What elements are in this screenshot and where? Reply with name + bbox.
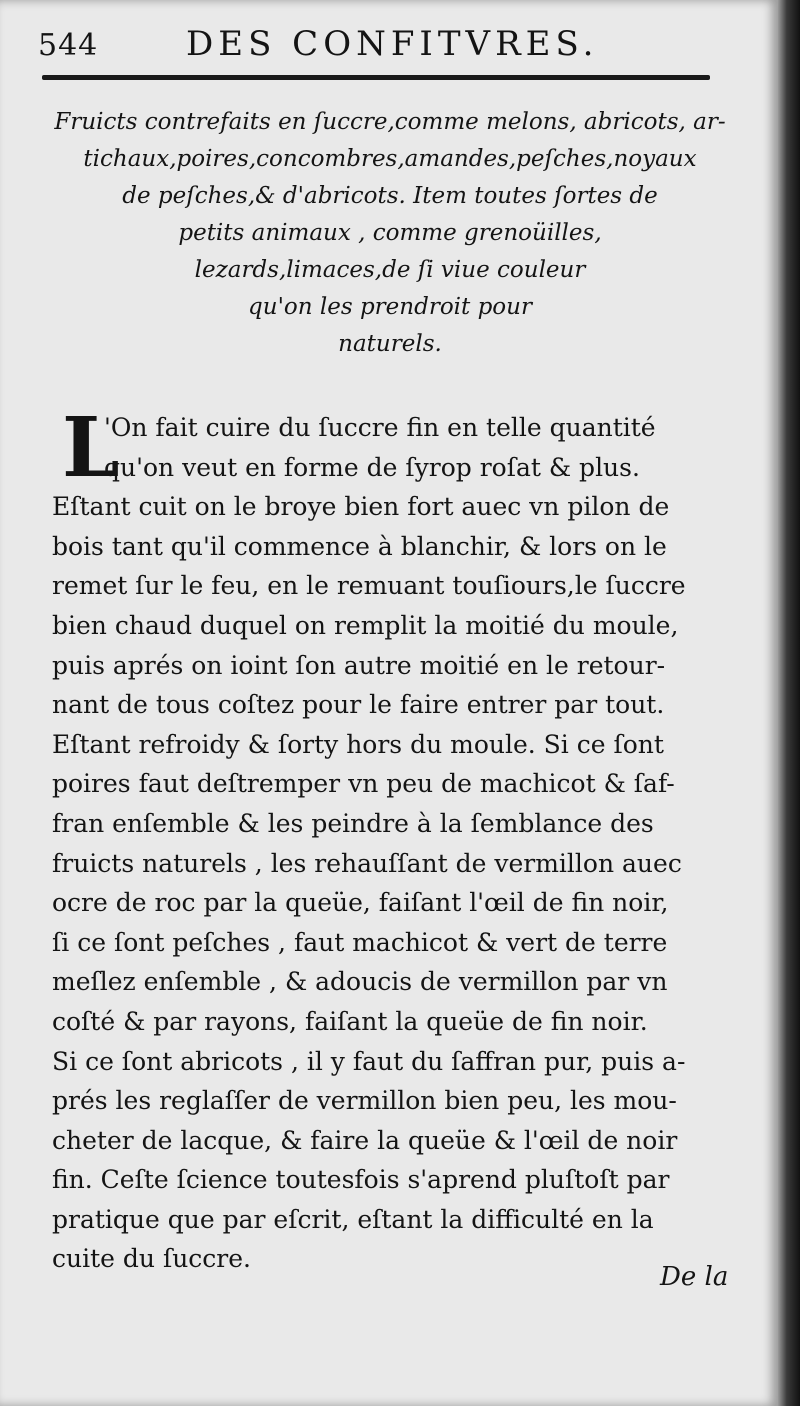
heading-line: Fruicts contrefaits en ſuccre,comme melons, abricots, ar- <box>54 109 726 135</box>
header-rule <box>42 75 710 80</box>
body-line: fin. Ceſte ſcience toutesfois s'aprend pluſtoſt par <box>52 1165 670 1195</box>
body-line: prés les reglaſſer de vermillon bien peu, les mou- <box>52 1086 677 1116</box>
body-text <box>52 400 742 1279</box>
drop-cap: L <box>62 400 120 496</box>
heading-line: lezards,limaces,de ſi viue couleur <box>194 257 586 283</box>
body-line: pratique que par eſcrit, eſtant la difficulté en la <box>52 1204 654 1234</box>
body-line: cuite du ſuccre. <box>52 1244 251 1274</box>
body-line: coſté & par rayons, faiſant la queüe de fin noir. <box>52 1006 648 1036</box>
heading-line: de peſches,& d'abricots. Item toutes ſortes de <box>122 183 658 209</box>
body-line: cheter de lacque, & faire la queüe & l'œil de noir <box>52 1125 678 1155</box>
heading-line: tichaux,poires,concombres,amandes,peſches,noyaux <box>83 146 697 172</box>
heading-line: naturels. <box>338 331 442 357</box>
body-line: ſi ce ſont peſches , faut machicot & vert de terre <box>52 927 668 957</box>
body-line: qu'on veut en forme de ſyrop roſat & plus. <box>104 452 640 482</box>
running-title: DES CONFITVRES. <box>186 24 599 64</box>
body-line: Eſtant cuit on le broye bien fort auec vn pilon de <box>52 492 670 522</box>
catchword: De la <box>660 1262 729 1292</box>
body-line: puis aprés on ioint ſon autre moitié en le retour- <box>52 650 666 680</box>
page-edge-shadow <box>778 0 800 1406</box>
body-line: fran enſemble & les peindre à la ſemblance des <box>52 808 654 838</box>
body-line: meſlez enſemble , & adoucis de vermillon par vn <box>52 967 668 997</box>
body-line: remet ſur le feu, en le remuant touſiours,le ſuccre <box>52 571 686 601</box>
heading-line: qu'on les prendroit pour <box>248 294 532 320</box>
body-line: bois tant qu'il commence à blanchir, & lors on le <box>52 531 667 561</box>
body-line: bien chaud duquel on remplit la moitié du moule, <box>52 610 679 640</box>
body-line: Eſtant refroidy & ſorty hors du moule. Si ce ſont <box>52 729 664 759</box>
body-line: ocre de roc par la queüe, faiſant l'œil de fin noir, <box>52 888 669 918</box>
body-line: fruicts naturels , les rehauſſant de vermillon auec <box>52 848 682 878</box>
body-line: Si ce ſont abricots , il y faut du ſaffran pur, puis a- <box>52 1046 686 1076</box>
body-line: 'On fait cuire du ſuccre fin en telle quantité <box>104 413 656 442</box>
page-header <box>38 12 728 72</box>
body-line: nant de tous coſtez pour le faire entrer par tout. <box>52 690 665 720</box>
body-line: poires faut deſtremper vn peu de machicot & ſaf- <box>52 769 675 799</box>
page-number: 544 <box>38 28 99 63</box>
section-heading <box>40 104 740 363</box>
heading-line: petits animaux , comme grenoüilles, <box>178 220 602 246</box>
